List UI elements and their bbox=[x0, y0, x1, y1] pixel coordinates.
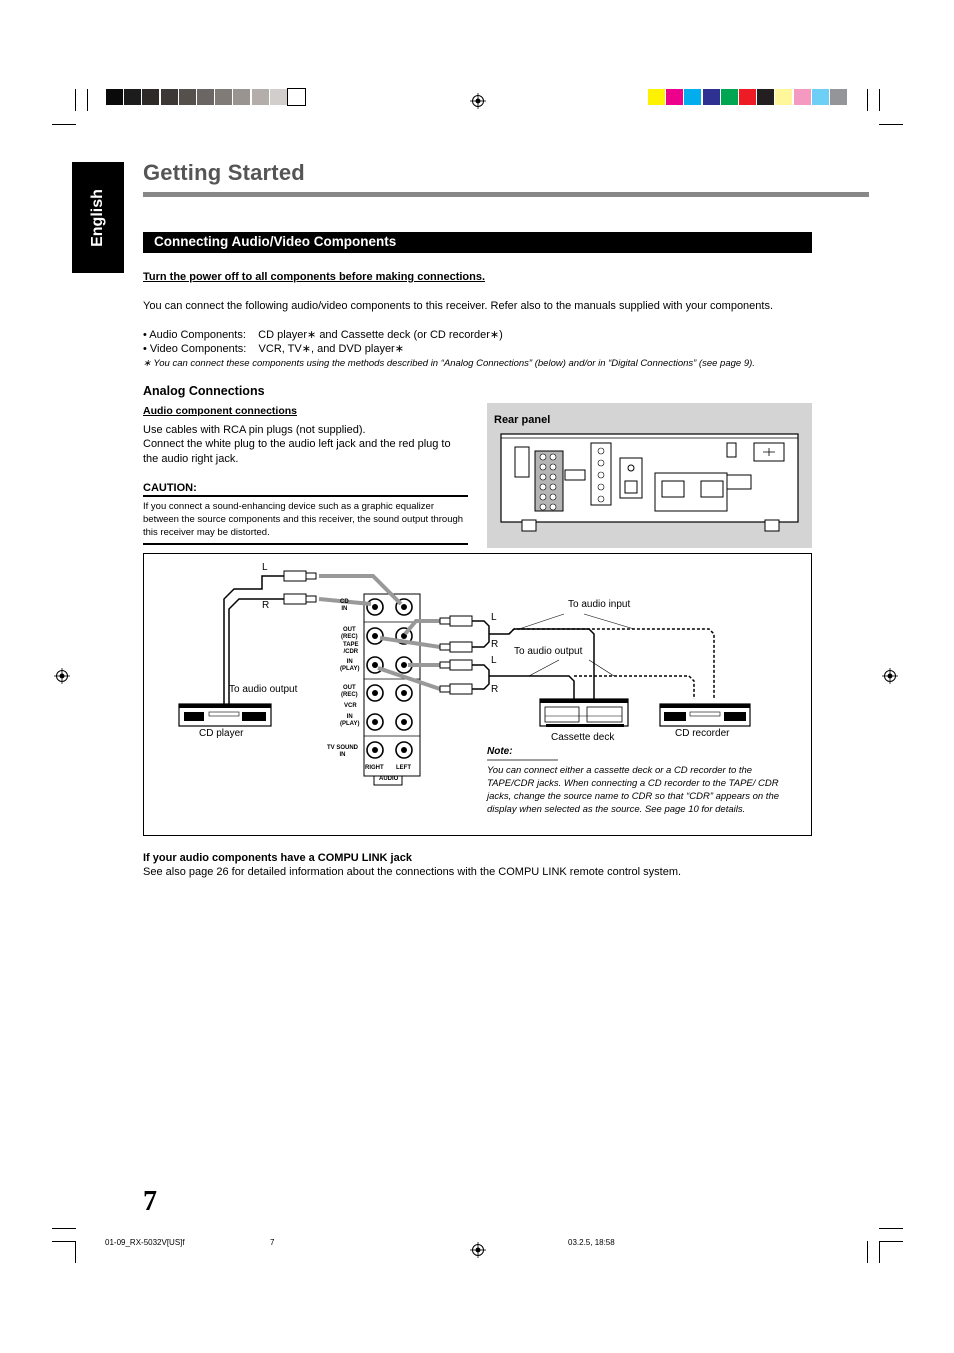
color-swatch bbox=[666, 89, 683, 105]
color-swatch bbox=[648, 89, 665, 105]
color-swatch bbox=[812, 89, 829, 105]
cd-recorder-icon bbox=[660, 704, 750, 726]
caution-text: If you connect a sound-enhancing device such as a graphic equalizer between the source components and this receiver, the sound output through this receiver may be distorted. bbox=[143, 501, 464, 538]
vcr-out-jack-label: OUT (REC) bbox=[341, 685, 358, 698]
audio-component-subheading: Audio component connections bbox=[143, 405, 297, 417]
cd-to-audio-output-label: To audio output bbox=[229, 684, 298, 695]
gray-swatch bbox=[179, 89, 196, 105]
page-number: 7 bbox=[143, 1186, 157, 1217]
title-rule bbox=[143, 192, 869, 197]
cassette-deck-label: Cassette deck bbox=[551, 732, 615, 743]
left-jack-label: LEFT bbox=[396, 765, 411, 771]
rear-panel-label: Rear panel bbox=[494, 414, 551, 426]
tape-plug-l2-label: L bbox=[491, 655, 497, 666]
registration-mark-icon bbox=[470, 93, 486, 109]
crop-mark bbox=[879, 1241, 903, 1242]
color-swatch bbox=[684, 89, 701, 105]
receiver-rear-panel-illustration bbox=[487, 403, 812, 548]
compulink-text: See also page 26 for detailed information about the connections with the COMPU LINK remote control system. bbox=[143, 866, 682, 878]
color-swatch bbox=[830, 89, 847, 105]
cd-player-label: CD player bbox=[199, 728, 244, 739]
note-title: Note: bbox=[487, 746, 513, 757]
vcr-in-jack-label: IN (PLAY) bbox=[340, 714, 360, 727]
footer-filename: 01-09_RX-5032V[US]f bbox=[105, 1238, 185, 1247]
power-off-warning: Turn the power off to all components before making connections. bbox=[143, 271, 486, 283]
section-header bbox=[143, 232, 812, 253]
analog-heading: Analog Connections bbox=[143, 384, 265, 398]
analog-text-2: Connect the white plug to the audio left jack and the red plug to the audio right jack. bbox=[143, 438, 451, 465]
crop-mark bbox=[867, 89, 868, 111]
analog-text-1: Use cables with RCA pin plugs (not supplied). bbox=[143, 424, 366, 436]
tape-out-jack-label: OUT (REC) bbox=[341, 627, 358, 640]
to-audio-output-deck-label: To audio output bbox=[514, 646, 583, 657]
color-swatch bbox=[739, 89, 756, 105]
color-swatch bbox=[721, 89, 738, 105]
color-swatch bbox=[794, 89, 811, 105]
footer-date: 03.2.5, 18:58 bbox=[568, 1238, 615, 1247]
gray-swatch bbox=[270, 89, 287, 105]
gray-swatch bbox=[252, 89, 269, 105]
cd-player-icon bbox=[179, 704, 271, 726]
gray-swatch bbox=[142, 89, 159, 105]
tape-plug-r2-label: R bbox=[491, 684, 499, 695]
gray-swatch bbox=[197, 89, 214, 105]
vcr-jack-label: VCR bbox=[344, 703, 357, 709]
crop-mark bbox=[75, 89, 76, 111]
compulink-heading: If your audio components have a COMPU LINK jack bbox=[143, 852, 412, 864]
crop-mark bbox=[52, 1241, 76, 1242]
rear-panel-illustration bbox=[487, 403, 812, 548]
gray-swatch bbox=[288, 89, 305, 105]
gray-swatch bbox=[233, 89, 250, 105]
color-swatch bbox=[703, 89, 720, 105]
note-text: You can connect either a cassette deck or a CD recorder to the TAPE/CDR jacks. When connecting a CD recorder to the TAPE/ CDR jacks, change the source name to CDR so that “CDR” appears on the display when selected as the source. See page 10 for details. bbox=[487, 765, 780, 815]
gray-swatch bbox=[106, 89, 123, 105]
page-title: Getting Started bbox=[143, 160, 305, 185]
intro-paragraph: You can connect the following audio/video components to this receiver. Refer also to the manuals supplied with your components. bbox=[143, 300, 774, 312]
registration-mark-icon bbox=[54, 668, 70, 684]
crop-mark bbox=[52, 124, 76, 125]
crop-mark bbox=[879, 124, 903, 125]
registration-mark-icon bbox=[882, 668, 898, 684]
color-swatch bbox=[775, 89, 792, 105]
tape-in-jack-label: IN (PLAY) bbox=[340, 659, 360, 672]
registration-mark-icon bbox=[470, 1242, 486, 1258]
audio-components-item: • Audio Components: CD player∗ and Cassette deck (or CD recorder∗) bbox=[143, 329, 503, 341]
tape-plug-l1-label: L bbox=[491, 612, 497, 623]
to-audio-input-label: To audio input bbox=[568, 599, 631, 610]
language-tab-label: English bbox=[89, 188, 106, 247]
cd-recorder-label: CD recorder bbox=[675, 728, 730, 739]
color-swatch bbox=[757, 89, 774, 105]
caution-bottom-rule bbox=[143, 543, 468, 545]
tv-sound-in-jack-label: TV SOUND IN bbox=[327, 745, 359, 758]
crop-mark bbox=[52, 1228, 76, 1229]
tape-cdr-jack-label: TAPE /CDR bbox=[343, 642, 359, 655]
right-jack-label: RIGHT bbox=[365, 765, 384, 771]
crop-mark bbox=[879, 1228, 903, 1229]
cd-plug-right-label: R bbox=[262, 600, 270, 611]
gray-swatch bbox=[215, 89, 232, 105]
intro-footnote: ∗ You can connect these components using the methods described in “Analog Connections” (below) and/or in “Digital Connections” (see page 9). bbox=[143, 358, 755, 369]
audio-jack-group-label: AUDIO bbox=[379, 776, 399, 782]
cd-in-jack-label: CD IN bbox=[340, 599, 349, 612]
footer-page: 7 bbox=[270, 1238, 275, 1247]
crop-mark bbox=[867, 1241, 868, 1263]
gray-swatch bbox=[124, 89, 141, 105]
gray-swatch bbox=[161, 89, 178, 105]
crop-mark bbox=[87, 89, 88, 111]
crop-mark bbox=[879, 1241, 880, 1263]
cd-plug-left-label: L bbox=[262, 562, 268, 573]
video-components-item: • Video Components: VCR, TV∗, and DVD player∗ bbox=[143, 343, 404, 355]
caution-top-rule bbox=[143, 495, 468, 497]
cassette-deck-icon bbox=[540, 699, 628, 727]
caution-title: CAUTION: bbox=[143, 482, 197, 494]
crop-mark bbox=[75, 1241, 76, 1263]
audio-connection-diagram bbox=[143, 553, 812, 836]
language-tab bbox=[72, 162, 124, 273]
crop-mark bbox=[879, 89, 880, 111]
section-title: Connecting Audio/Video Components bbox=[154, 234, 397, 249]
tape-plug-r1-label: R bbox=[491, 639, 499, 650]
